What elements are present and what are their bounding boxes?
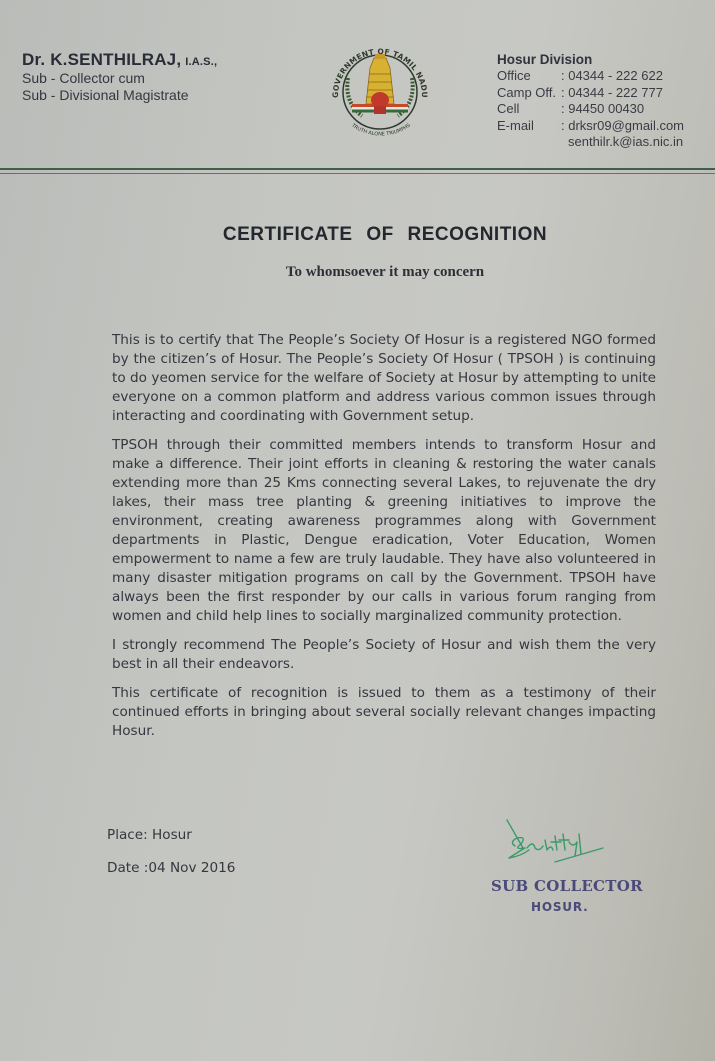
stamp-designation: SUB COLLECTOR xyxy=(491,877,643,895)
officer-name-line xyxy=(22,50,217,70)
contact-label: Camp Off. xyxy=(497,84,557,100)
letterhead-officer-block xyxy=(22,50,217,104)
letterhead-contact-block xyxy=(497,52,684,151)
tamil-nadu-emblem-icon xyxy=(320,30,440,145)
body-paragraph-3: I strongly recommend The People’s Society of Hosur and wish them the very best in all their endeavors. xyxy=(112,637,656,672)
handwritten-signature xyxy=(495,818,620,873)
contact-row-office xyxy=(497,68,684,85)
body-paragraph-1: This is to certify that The People’s Society Of Hosur is a registered NGO formed by the citizen’s of Hosur. The People’s Society Of Hosur ( TPSOH ) is continuing to do yeomen service for the welfare of Society at Hosur by attempting to unite everyone on a common platform and address various common issues through interacting and coordinating with Government setup. xyxy=(112,332,656,424)
contact-value: : 04344 - 222 777 xyxy=(561,84,663,100)
signature-graphic xyxy=(495,818,620,873)
contact-label: Office xyxy=(497,68,531,83)
contact-row-camp-office xyxy=(497,85,684,102)
date-line: Date :04 Nov 2016 xyxy=(107,860,236,876)
place-line: Place: Hosur xyxy=(107,827,192,843)
contact-row-cell xyxy=(497,101,684,118)
contact-label: E-mail xyxy=(497,117,534,133)
body-paragraph-4: This certificate of recognition is issued to them as a testimony of their continued efforts in bringing about several socially relevant changes impacting Hosur. xyxy=(112,685,656,739)
emblem-top-text: GOVERNMENT OF TAMIL NADU xyxy=(330,46,430,99)
officer-name: Dr. K.SENTHILRAJ, xyxy=(22,50,182,69)
designation-line-1: Sub - Collector cum xyxy=(22,70,145,86)
division-title: Hosur Division xyxy=(497,52,593,67)
emblem-bottom-text: TRUTH ALONE TRIUMPHS xyxy=(350,122,412,138)
contact-row-email xyxy=(497,118,684,135)
contact-email-secondary: senthilr.k@ias.nic.in xyxy=(568,134,684,149)
designation-line-2: Sub - Divisional Magistrate xyxy=(22,87,189,103)
contact-label: Cell xyxy=(497,101,520,116)
contact-email-primary: : drksr09@gmail.com xyxy=(561,117,685,133)
contact-value: : 04344 - 222 622 xyxy=(561,68,663,83)
emblem-graphic xyxy=(320,30,440,145)
contact-label xyxy=(497,134,568,151)
certificate-salutation: To whomsoever it may concern xyxy=(285,264,485,280)
stamp-location: HOSUR. xyxy=(531,900,589,914)
body-paragraph-2: TPSOH through their committed members intends to transform Hosur and make a difference. Their joint efforts in cleaning & restoring the water canals extending more than 25 Kms connecting several Lakes, to rejuvenate the dry lakes, their mass tree planting & greening initiatives to improve the environment, creating awareness programmes along with Government departments in Plastic, Dengue eradication, Voter Education, Women empowerment to name a few are truly laudable. They have also volunteered in many disaster mitigation programs on call by the Government. TPSOH have always been the first responder by our calls in various forum ranging from women and child help lines to socially marginalized community protection. xyxy=(112,437,656,624)
contact-row-email-secondary xyxy=(497,134,684,151)
certificate-body xyxy=(112,331,656,751)
certificate-title: CERTIFICATE OF RECOGNITION xyxy=(222,224,548,245)
officer-name-suffix: I.A.S., xyxy=(185,56,218,68)
letterhead-divider-thick xyxy=(0,168,715,170)
letterhead-divider-thin xyxy=(0,173,715,174)
contact-value: : 94450 00430 xyxy=(561,101,645,116)
